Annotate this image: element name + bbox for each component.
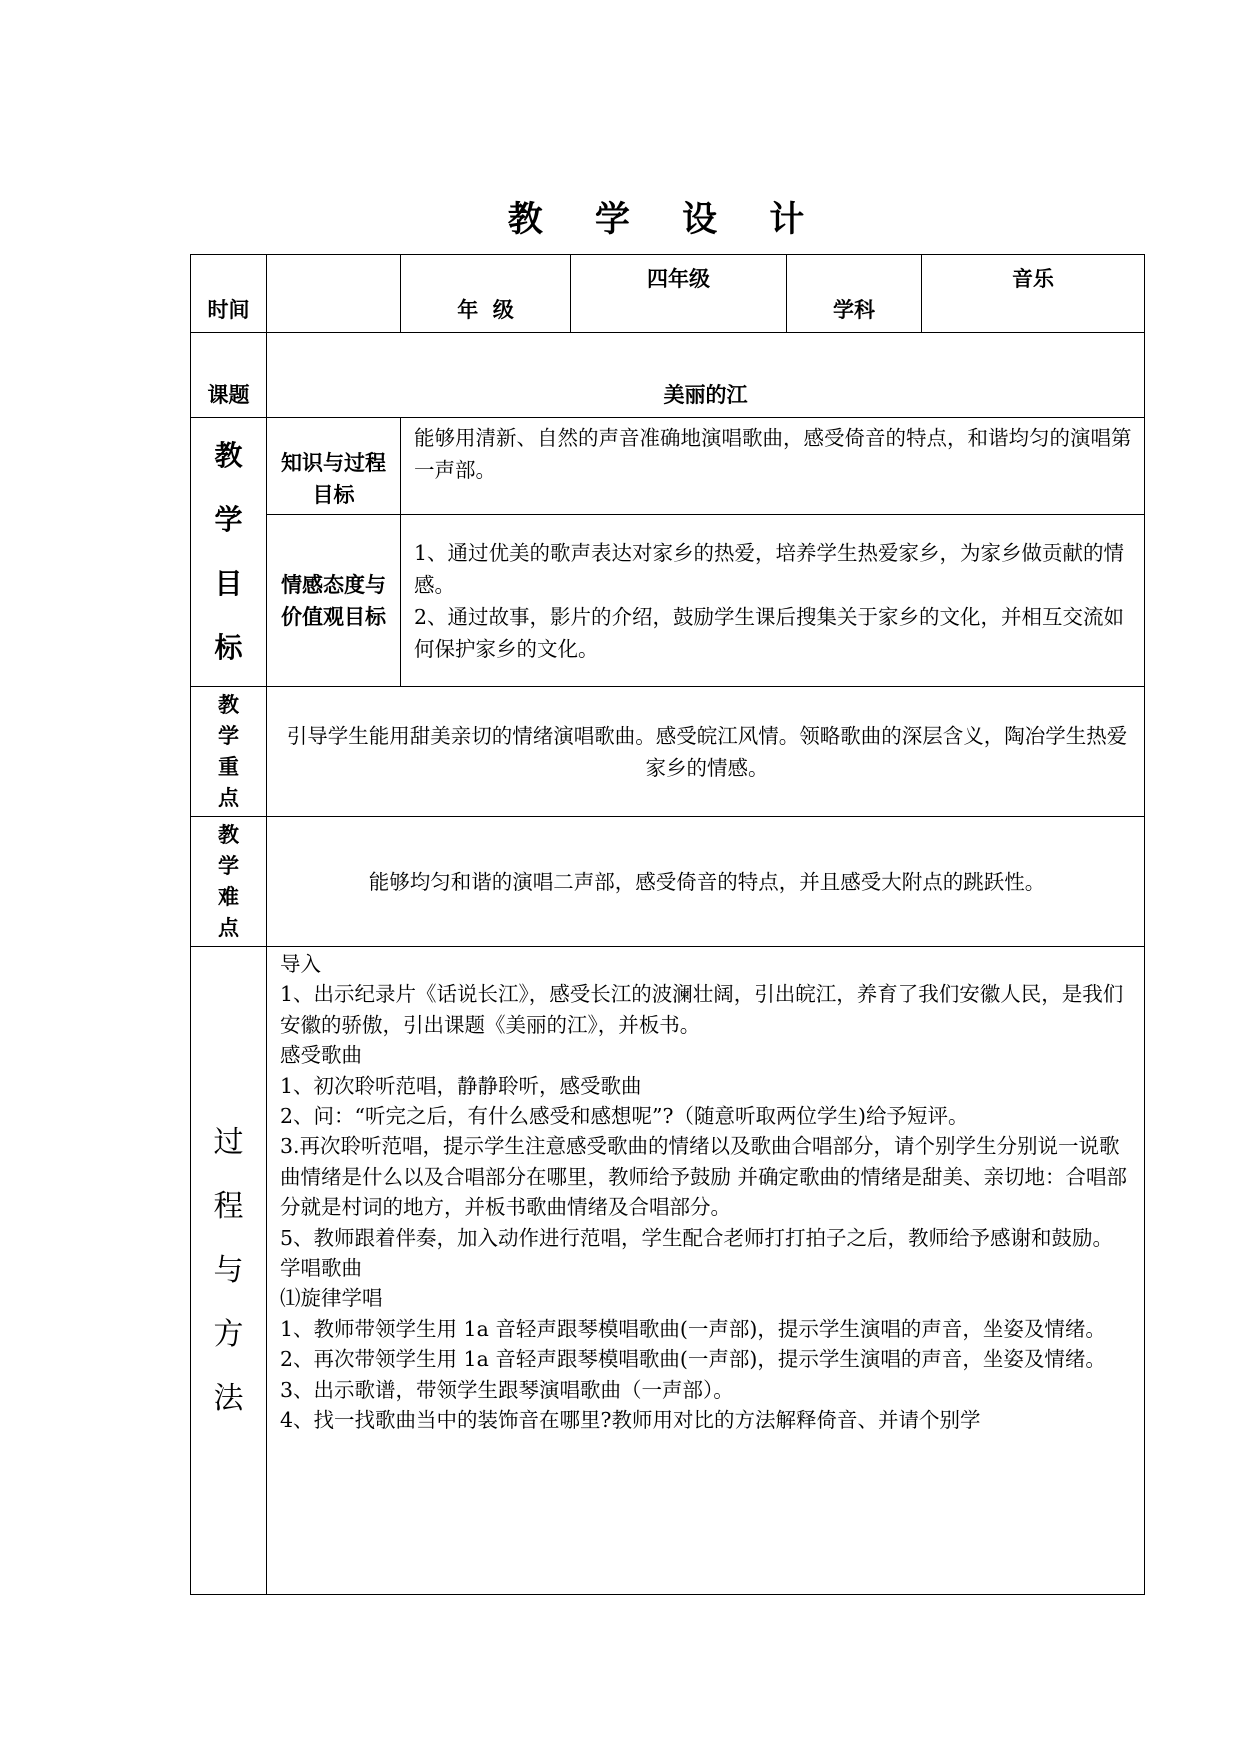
time-label: 时间 [191,255,267,333]
process-line: 导入 [280,952,321,976]
process-line: 5、教师跟着伴奏，加入动作进行范唱，学生配合老师打打拍子之后，教师给予感谢和鼓励。 [280,1225,1114,1250]
document-title: 教 学 设 计 [507,200,825,240]
goal-knowledge-row [191,418,1145,515]
process-line: 1、教师带领学生用 1a 音轻声跟琴模唱歌曲(一声部)，提示学生演唱的声音，坐姿及情绪。 [280,1316,1106,1341]
key-points-label: 教 学 重 点 [191,687,267,817]
difficulties-row [191,817,1145,947]
process-line: 4、找一找歌曲当中的装饰音在哪里?教师用对比的方法解释倚音、并请个别学 [280,1408,981,1433]
process-line: 感受歌曲 [280,1043,362,1068]
subject-label: 学科 [787,255,922,333]
process-line: 2、再次带领学生用 1a 音轻声跟琴模唱歌曲(一声部)，提示学生演唱的声音，坐姿及情绪。 [280,1347,1106,1372]
topic-row [191,333,1145,418]
process-label: 过 程 与 方 法 [191,947,267,1595]
topic-label: 课题 [191,333,267,418]
goals-label: 教 学 目 标 [191,418,267,687]
process-line: 3.再次聆听范唱，提示学生注意感受歌曲的情绪以及歌曲合唱部分，请个别学生分别说一说歌曲情绪是什么以及合唱部分在哪里，教师给予鼓励 并确定歌曲的情绪是甜美、亲切地：合唱部分就是村词的地方，并板书歌曲情绪及合唱部分。 [280,1134,1128,1220]
key-points-row [191,687,1145,817]
key-points-text: 引导学生能用甜美亲切的情绪演唱歌曲。感受皖江风情。领略歌曲的深层含义，陶冶学生热爱家乡的情感。 [267,687,1145,817]
goal-emotion-row [191,515,1145,687]
process-line: 1、初次聆听范唱，静静聆听，感受歌曲 [280,1073,642,1098]
emotion-goal-item-1: 1、通过优美的歌声表达对家乡的热爱，培养学生热爱家乡，为家乡做贡献的情感。 [414,540,1125,597]
emotion-goal-item-2: 2、通过故事，影片的介绍，鼓励学生课后搜集关于家乡的文化，并相互交流如何保护家乡的文化。 [414,604,1125,661]
process-line: 学唱歌曲 [280,1256,362,1281]
process-line: 2、问：“听完之后，有什么感受和感想呢”?（随意听取两位学生)给予短评。 [280,1104,969,1129]
process-line: 1、出示纪录片《话说长江》，感受长江的波澜壮阔，引出皖江，养育了我们安徽人民，是我们安徽的骄傲，引出课题《美丽的江》，并板书。 [280,982,1124,1037]
grade-label: 年 级 [401,255,571,333]
process-line: 3、出示歌谱，带领学生跟琴演唱歌曲（一声部）。 [280,1377,734,1402]
emotion-goal-text [401,515,1145,687]
process-line: ⑴旋律学唱 [280,1286,383,1311]
difficulties-label: 教 学 难 点 [191,817,267,947]
header-row [191,255,1145,333]
grade-value: 四年级 [571,255,787,333]
time-value [267,255,401,333]
topic-value: 美丽的江 [267,333,1145,418]
process-content [267,947,1145,1595]
emotion-goal-label: 情感态度与价值观目标 [267,515,401,687]
subject-value: 音乐 [922,255,1145,333]
process-row [191,947,1145,1595]
knowledge-goal-text: 能够用清新、自然的声音准确地演唱歌曲，感受倚音的特点，和谐均匀的演唱第一声部。 [401,418,1145,515]
lesson-plan-table [190,254,1145,1595]
difficulties-text: 能够均匀和谐的演唱二声部，感受倚音的特点，并且感受大附点的跳跃性。 [267,817,1145,947]
knowledge-goal-label: 知识与过程目标 [267,418,401,515]
